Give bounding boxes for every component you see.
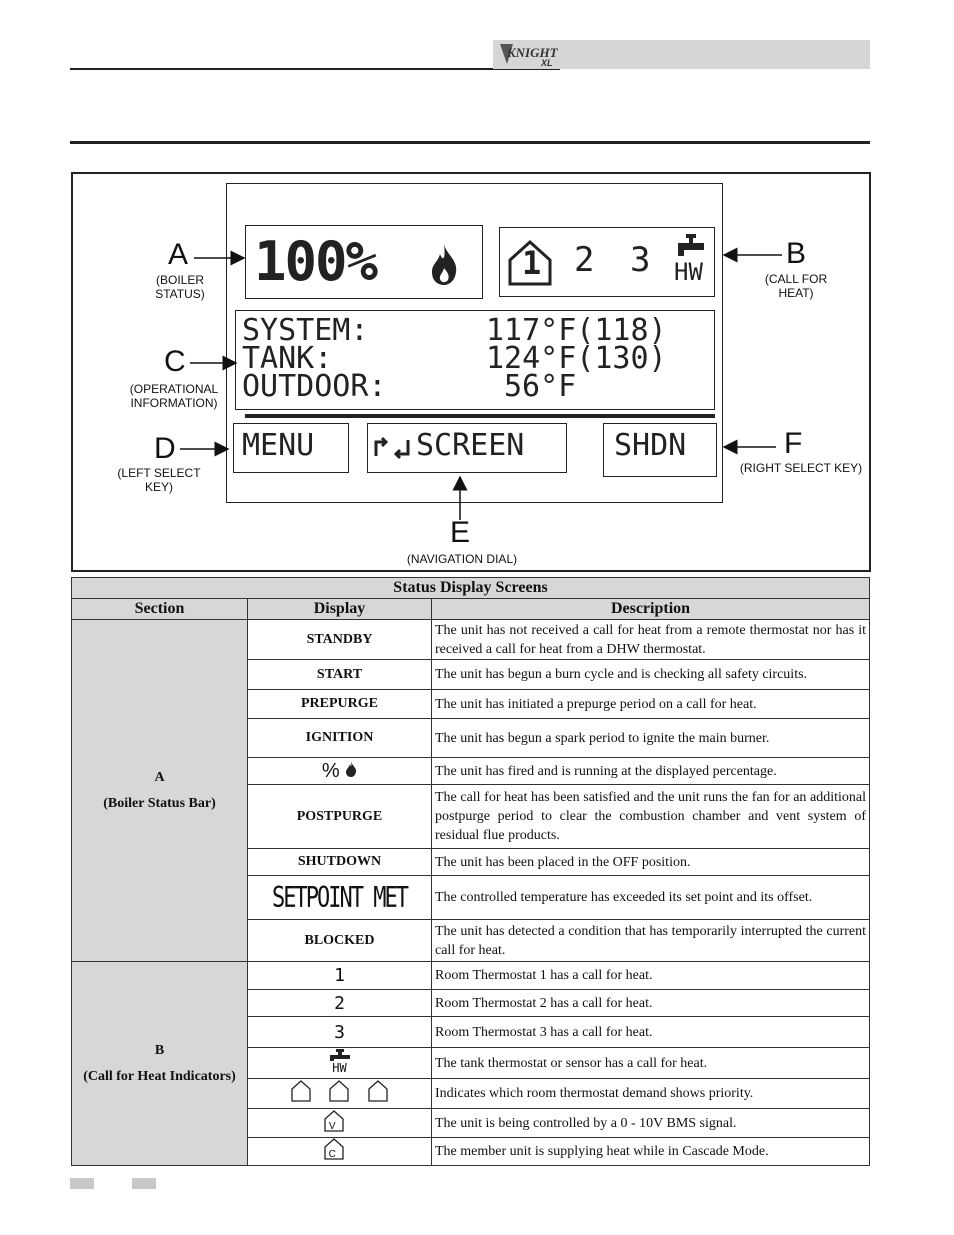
svg-text:KNIGHT: KNIGHT bbox=[507, 45, 558, 60]
callout-c-text: (OPERATIONAL INFORMATION) bbox=[129, 382, 219, 410]
callout-a-text: (BOILER STATUS) bbox=[155, 273, 205, 301]
table-row-desc: The unit has fired and is running at the displayed percentage. bbox=[432, 758, 870, 785]
table-row-desc: Indicates which room thermostat demand shows priority. bbox=[432, 1079, 870, 1109]
table-row-display: POSTPURGE bbox=[248, 785, 432, 849]
table-row-desc: The unit is being controlled by a 0 - 10V BMS signal. bbox=[432, 1109, 870, 1138]
table-row-desc: Room Thermostat 1 has a call for heat. bbox=[432, 962, 870, 990]
status-display-table bbox=[71, 577, 870, 1166]
hot-water-label: HW bbox=[674, 258, 703, 286]
callout-b-text: (CALL FOR HEAT) bbox=[764, 272, 828, 300]
table-row-desc: Room Thermostat 2 has a call for heat. bbox=[432, 990, 870, 1017]
table-row-display: 1 bbox=[248, 962, 432, 990]
header-description: Description bbox=[432, 599, 870, 620]
thermostat-2: 2 bbox=[574, 240, 595, 280]
callout-f-letter: F bbox=[784, 427, 803, 460]
callout-d-letter: D bbox=[154, 432, 176, 465]
setpoint-met-display: SETPOINT MET bbox=[248, 869, 432, 926]
table-row-desc: The unit has begun a spark period to ignite the main burner. bbox=[432, 719, 870, 758]
table-row-desc: The tank thermostat or sensor has a call for heat. bbox=[432, 1048, 870, 1079]
table-row-display: IGNITION bbox=[248, 719, 432, 758]
table-row-display: 2 bbox=[248, 990, 432, 1017]
right-key-label: SHDN bbox=[614, 428, 687, 463]
callout-e-text: (NAVIGATION DIAL) bbox=[406, 552, 518, 566]
callout-a-letter: A bbox=[168, 238, 189, 271]
table-row-desc: The unit has begun a burn cycle and is checking all safety circuits. bbox=[432, 660, 870, 690]
svg-text:XL: XL bbox=[541, 58, 553, 68]
table-row-display: STANDBY bbox=[248, 620, 432, 660]
info-line-3-name: OUTDOOR: bbox=[242, 369, 387, 404]
screen-key-label: SCREEN bbox=[416, 428, 525, 463]
footer-mark-right bbox=[132, 1178, 156, 1189]
table-row-desc: Room Thermostat 3 has a call for heat. bbox=[432, 1017, 870, 1048]
house-1-number: 1 bbox=[522, 244, 542, 282]
bms-display bbox=[248, 1109, 432, 1138]
hw-label: HW bbox=[332, 1061, 347, 1075]
faucet-icon bbox=[329, 1049, 351, 1061]
info-line-1-value: 117°F(118) bbox=[486, 313, 667, 348]
table-row-desc: The call for heat has been satisfied and the unit runs the fan for an additional postpurge period to clear the combustion chamber and vent system of residual flue products. bbox=[432, 785, 870, 849]
hot-water-display bbox=[248, 1048, 432, 1079]
header-display: Display bbox=[248, 599, 432, 620]
header-section: Section bbox=[72, 599, 248, 620]
table-row-desc: The unit has been placed in the OFF position. bbox=[432, 849, 870, 876]
table-row-desc: The unit has initiated a prepurge period on a call for heat. bbox=[432, 690, 870, 719]
info-line-2-name: TANK: bbox=[242, 341, 333, 376]
priority-houses-display bbox=[248, 1079, 432, 1109]
callout-c-letter: C bbox=[164, 345, 186, 378]
flame-icon bbox=[345, 761, 357, 777]
callout-b-letter: B bbox=[786, 237, 807, 270]
info-line-2-value: 124°F(130) bbox=[486, 341, 667, 376]
table-row-display: SHUTDOWN bbox=[248, 849, 432, 876]
bms-letter: V bbox=[328, 1120, 336, 1132]
house-icons bbox=[290, 1080, 390, 1102]
info-line-3-value: 56°F bbox=[504, 369, 577, 404]
percent-flame-display bbox=[248, 758, 432, 785]
cascade-letter: C bbox=[328, 1149, 336, 1160]
table-row-desc: The unit has detected a condition that has temporarily interrupted the current call for heat. bbox=[432, 920, 870, 962]
callout-d-text: (LEFT SELECT KEY) bbox=[117, 466, 201, 494]
table-row-display: BLOCKED bbox=[248, 920, 432, 962]
table-row-display: START bbox=[248, 660, 432, 690]
thermostat-3: 3 bbox=[630, 240, 651, 280]
info-line-1-name: SYSTEM: bbox=[242, 313, 369, 348]
table-row-desc: The controlled temperature has exceeded its set point and its offset. bbox=[432, 876, 870, 920]
callout-e-letter: E bbox=[450, 516, 471, 549]
table-row-display: PREPURGE bbox=[248, 690, 432, 719]
table-title: Status Display Screens bbox=[72, 578, 870, 599]
firing-percent: 100% bbox=[254, 230, 377, 293]
callout-f-text: (RIGHT SELECT KEY) bbox=[739, 461, 863, 475]
section-b-cell: B (Call for Heat Indicators) bbox=[72, 962, 248, 1166]
left-key-label: MENU bbox=[242, 428, 315, 463]
cascade-display bbox=[248, 1138, 432, 1166]
table-row-display: 3 bbox=[248, 1017, 432, 1048]
footer-mark-left bbox=[70, 1178, 94, 1189]
table-row-desc: The member unit is supplying heat while in Cascade Mode. bbox=[432, 1138, 870, 1166]
section-a-cell: A (Boiler Status Bar) bbox=[72, 620, 248, 962]
table-row-desc: The unit has not received a call for heat from a remote thermostat nor has it received a call for heat from a DHW thermostat. bbox=[432, 620, 870, 660]
percent-symbol: % bbox=[321, 759, 340, 782]
